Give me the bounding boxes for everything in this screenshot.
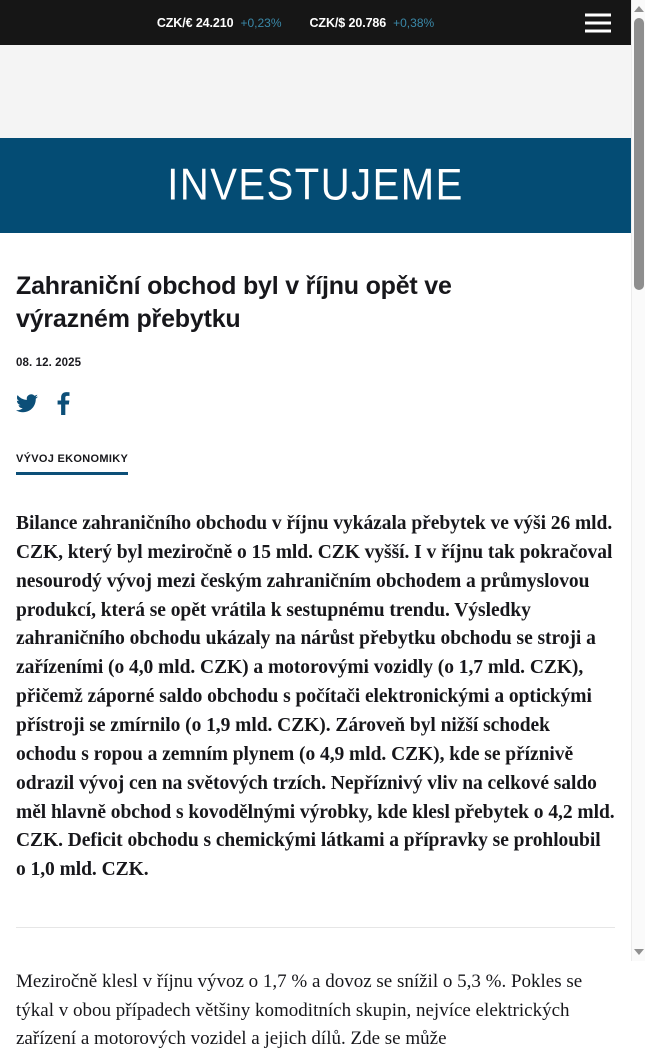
ticker-item-eur[interactable] — [157, 16, 282, 30]
article-lead-paragraph: Bilance zahraničního obchodu v říjnu vykázala přebytek ve výši 26 mld. CZK, který byl meziročně o 15 mld. CZK vyšší. I v říjnu tak pokračoval nesourodý vývoj mezi českým zahraničním obchodem a průmyslovou produkcí, která se opět vrátila k sestupnému trendu. Výsledky zahraničního obchodu ukázaly na nárůst přebytku obchodu se stroji a zařízeními (o 4,0 mld. CZK) a motorovými vozidly (o 1,7 mld. CZK), přičemž záporné saldo obchodu s počítači elektronickými a optickými přístroji se zmírnilo (o 1,9 mld. CZK). Zároveň byl nižší schodek ochodu s ropou a zemním plynem (o 4,9 mld. CZK), kde se příznivě odrazil vývoj cen na světových trzích. Nepříznivý vliv na celkové saldo měl hlavně obchod s kovodělnými výrobky, kde klesl přebytek o 4,2 mld. CZK. Deficit obchodu s chemickými látkami a přípravky se prohloubil o 1,0 mld. CZK. — [16, 513, 615, 881]
scroll-up-arrow-icon[interactable] — [632, 2, 646, 16]
scroll-down-arrow-icon[interactable] — [632, 945, 646, 959]
hamburger-bar-1 — [585, 13, 611, 16]
currency-ticker-bar — [0, 0, 631, 45]
scroll-down-triangle — [634, 949, 644, 955]
ticker-items — [157, 16, 474, 30]
header-ad-strip — [0, 45, 631, 138]
article-category-tag[interactable]: VÝVOJ EKONOMIKY — [16, 453, 128, 475]
ticker-pair-label: CZK/€ 24.210 — [156, 15, 234, 30]
twitter-icon[interactable] — [16, 394, 38, 413]
hamburger-bar-3 — [585, 29, 611, 32]
site-logo-text: INVESTUJEME — [167, 160, 464, 210]
ticker-change-value: +0,38% — [393, 15, 435, 30]
ticker-pair-label: CZK/$ 20.786 — [309, 15, 387, 30]
hamburger-menu-icon[interactable] — [585, 13, 611, 32]
vertical-scrollbar[interactable] — [631, 0, 645, 961]
ticker-change-value: +0,23% — [240, 15, 282, 30]
category-wrap — [16, 449, 615, 475]
article-title: Zahraniční obchod byl v říjnu opět ve výrazném přebytku — [16, 272, 452, 333]
scroll-up-triangle — [634, 6, 644, 12]
scrollbar-thumb[interactable] — [634, 18, 644, 290]
ticker-item-usd[interactable] — [310, 16, 435, 30]
article-date: 08. 12. 2025 — [16, 357, 82, 369]
facebook-icon[interactable] — [57, 392, 70, 415]
article-paragraph-2: Meziročně klesl v říjnu vývoz o 1,7 % a dovoz se snížil o 5,3 %. Pokles se týkal v obou případech většiny komoditních skupin, nejvíce elektrických zařízení a motorových vozidel a jejich dílů. Zde se může — [16, 971, 583, 1050]
content-divider — [16, 927, 615, 928]
article-container — [0, 270, 631, 1054]
social-share-row — [16, 390, 615, 416]
hamburger-bar-2 — [585, 21, 611, 24]
site-logo-banner[interactable] — [0, 138, 631, 233]
